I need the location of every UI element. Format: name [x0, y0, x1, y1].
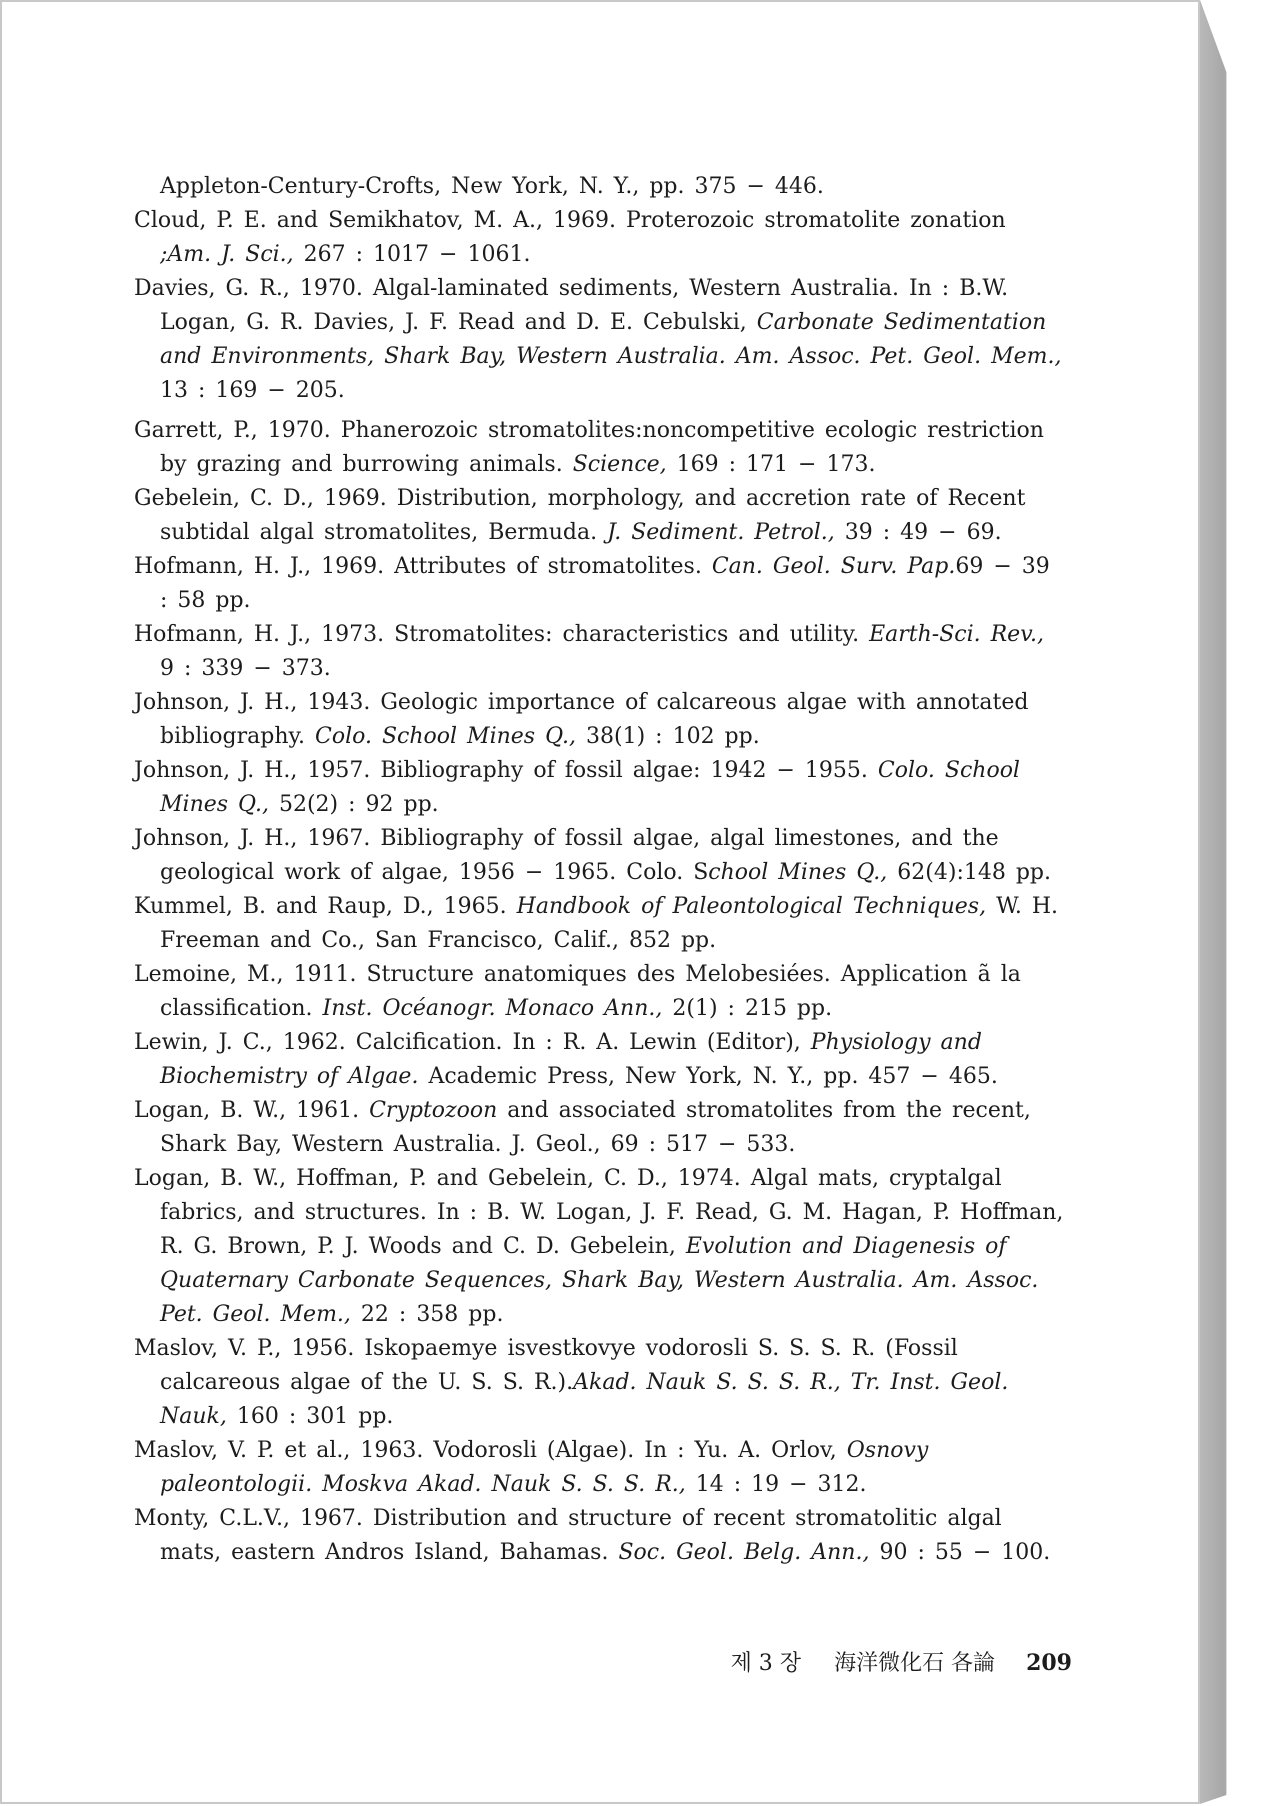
reference-source: Carbonate Sedimentation and Environments, Shark Bay, Western Australia. Am. Assoc. Pet. Geol. Mem., [160, 310, 1062, 369]
reference-source: chool Mines Q., [708, 860, 888, 885]
reference-authors: Kummel, B. and Raup, D., 1965. [134, 894, 507, 919]
reference-authors: Logan, B. W., Hoffman, P. and Gebelein, C. D., 1974. [134, 1166, 741, 1191]
reference-authors: Lemoine, M., 1911. [134, 962, 357, 987]
reference-tail: 52(2) : 92 pp. [278, 792, 439, 817]
reference-title: Vodorosli (Algae). In : Yu. A. Orlov, [433, 1438, 837, 1463]
reference-entry [134, 890, 1064, 958]
reference-source: Inst. Océanogr. Monaco Ann., [322, 996, 663, 1021]
reference-source: J. Sediment. Petrol., [607, 520, 835, 545]
reference-title: Stromatolites: characteristics and utility. [394, 622, 860, 647]
reference-tail: 39 : 49 − 69. [844, 520, 1002, 545]
reference-tail: 2(1) : 215 pp. [672, 996, 833, 1021]
reference-title: Phanerozoic stromatolites:noncompetitive ecologic restriction by grazing and burrowing animals. [160, 418, 1044, 477]
chapter-label: 제 3 장 [730, 1651, 802, 1676]
reference-source: Akad. Nauk S. S. S. R., Tr. Inst. Geol. Nauk, [160, 1370, 1009, 1429]
reference-source: Osnovy paleontologii. Moskva Akad. Nauk S. S. S. R., [160, 1438, 929, 1497]
reference-tail: 62(4):148 pp. [897, 860, 1051, 885]
reference-source: Science, [572, 452, 667, 477]
reference-title: Bibliography of fossil algae, algal limestones, and the geological work of algae, 1956 − 1965. Colo. S [160, 826, 999, 885]
reference-source: Handbook of Paleontological Techniques, [516, 894, 987, 919]
reference-source: Colo. School Mines Q., [160, 758, 1020, 817]
reference-authors: Maslov, V. P., 1956. [134, 1336, 355, 1361]
reference-tail: 160 : 301 pp. [236, 1404, 394, 1429]
reference-title: Distribution, morphology, and accretion rate of Recent subtidal algal stromatolites, Bermuda. [160, 486, 1026, 545]
reference-authors: Davies, G. R., 1970. [134, 276, 363, 301]
reference-entry [160, 170, 1064, 204]
reference-tail: 169 : 171 − 173. [676, 452, 876, 477]
reference-authors: Hofmann, H. J., 1969. [134, 554, 385, 579]
reference-authors: Lewin, J. C., 1962. [134, 1030, 346, 1055]
reference-entry [134, 958, 1064, 1026]
reference-authors: Hofmann, H. J., 1973. [134, 622, 385, 647]
reference-title: Algal-laminated sediments, Western Australia. In : B.W. Logan, G. R. Davies, J. F. Read and D. E. Cebulski, [160, 276, 1009, 335]
reference-authors: Cloud, P. E. and Semikhatov, M. A., 1969. [134, 208, 616, 233]
reference-source: Can. Geol. Surv. Pap. [711, 554, 956, 579]
reference-tail: 267 : 1017 − 1061. [303, 242, 531, 267]
reference-title: Calcification. In : R. A. Lewin (Editor), [355, 1030, 801, 1055]
reference-list [134, 170, 1064, 1570]
reference-title: Geologic importance of calcareous algae with annotated bibliography. [160, 690, 1029, 749]
reference-source: Evolution and Diagenesis of Quaternary Carbonate Sequences, Shark Bay, Western Australia. Am. Assoc. Pet. Geol. Mem., [160, 1234, 1039, 1327]
reference-authors: Monty, C.L.V., 1967. [134, 1506, 363, 1531]
reference-source: Physiology and Biochemistry of Algae. [160, 1030, 982, 1089]
reference-authors: Maslov, V. P. et al., 1963. [134, 1438, 424, 1463]
reference-tail: 9 : 339 − 373. [160, 656, 331, 681]
reference-entry [134, 550, 1064, 618]
reference-entry [134, 414, 1064, 482]
reference-entry [134, 482, 1064, 550]
reference-tail: 14 : 19 − 312. [695, 1472, 867, 1497]
reference-entry [134, 1026, 1064, 1094]
reference-authors: Garrett, P., 1970. [134, 418, 331, 443]
reference-title: Iskopaemye isvestkovye vodorosli S. S. S. R. (Fossil calcareous algae of the U. S. S. R.). [160, 1336, 958, 1395]
reference-title: Algal mats, cryptalgal fabrics, and structures. In : B. W. Logan, J. F. Read, G. M. Hagan, P. Hoffman, R. G. Brown, P. J. Woods and C. D. Gebelein, [160, 1166, 1064, 1259]
page-number: 209 [1026, 1650, 1072, 1676]
reference-source: Soc. Geol. Belg. Ann., [618, 1540, 870, 1565]
reference-tail: 69 − 39 : 58 pp. [160, 554, 1050, 613]
page-footer [702, 1646, 1072, 1677]
reference-tail: Academic Press, New York, N. Y., pp. 457 − 465. [428, 1064, 998, 1089]
reference-entry [134, 618, 1064, 686]
reference-tail: W. H. Freeman and Co., San Francisco, Calif., 852 pp. [160, 894, 1058, 953]
reference-title: Structure anatomiques des Melobesiées. Application ã la classification. [160, 962, 1021, 1021]
reference-authors: Johnson, J. H., 1957. [134, 758, 371, 783]
reference-entry [134, 686, 1064, 754]
reference-tail: 13 : 169 − 205. [160, 378, 345, 403]
reference-source: Earth-Sci. Rev., [869, 622, 1045, 647]
section-title: 海洋微化石 各論 [834, 1651, 996, 1676]
reference-authors: Gebelein, C. D., 1969. [134, 486, 387, 511]
reference-tail: 38(1) : 102 pp. [586, 724, 760, 749]
reference-title: Proterozoic stromatolite zonation [625, 208, 1006, 233]
reference-entry [134, 822, 1064, 890]
reference-title: Bibliography of fossil algae: 1942 − 1955. [380, 758, 868, 783]
reference-entry [134, 272, 1064, 408]
reference-source: Colo. School Mines Q., [315, 724, 577, 749]
reference-authors: Johnson, J. H., 1967. [134, 826, 371, 851]
reference-tail: 90 : 55 − 100. [879, 1540, 1051, 1565]
page-edge-shadow [1200, 0, 1248, 1804]
reference-tail: 22 : 358 pp. [360, 1302, 504, 1327]
reference-entry [134, 1332, 1064, 1434]
reference-title: Attributes of stromatolites. [394, 554, 702, 579]
reference-entry [134, 754, 1064, 822]
reference-source: ;Am. J. Sci., [160, 242, 294, 267]
reference-entry [134, 1094, 1064, 1162]
reference-source: Cryptozoon [369, 1098, 498, 1123]
reference-entry [134, 204, 1064, 272]
reference-tail: and associated stromatolites from the recent, Shark Bay, Western Australia. J. Geol., 69 : 517 − 533. [160, 1098, 1031, 1157]
reference-authors: Logan, B. W., 1961. [134, 1098, 360, 1123]
reference-entry [134, 1502, 1064, 1570]
reference-entry [134, 1162, 1064, 1332]
reference-title: Distribution and structure of recent stromatolitic algal mats, eastern Andros Island, Bahamas. [160, 1506, 1002, 1565]
reference-entry [134, 1434, 1064, 1502]
reference-authors: Johnson, J. H., 1943. [134, 690, 371, 715]
reference-tail: Appleton-Century-Crofts, New York, N. Y., pp. 375 − 446. [160, 174, 824, 199]
